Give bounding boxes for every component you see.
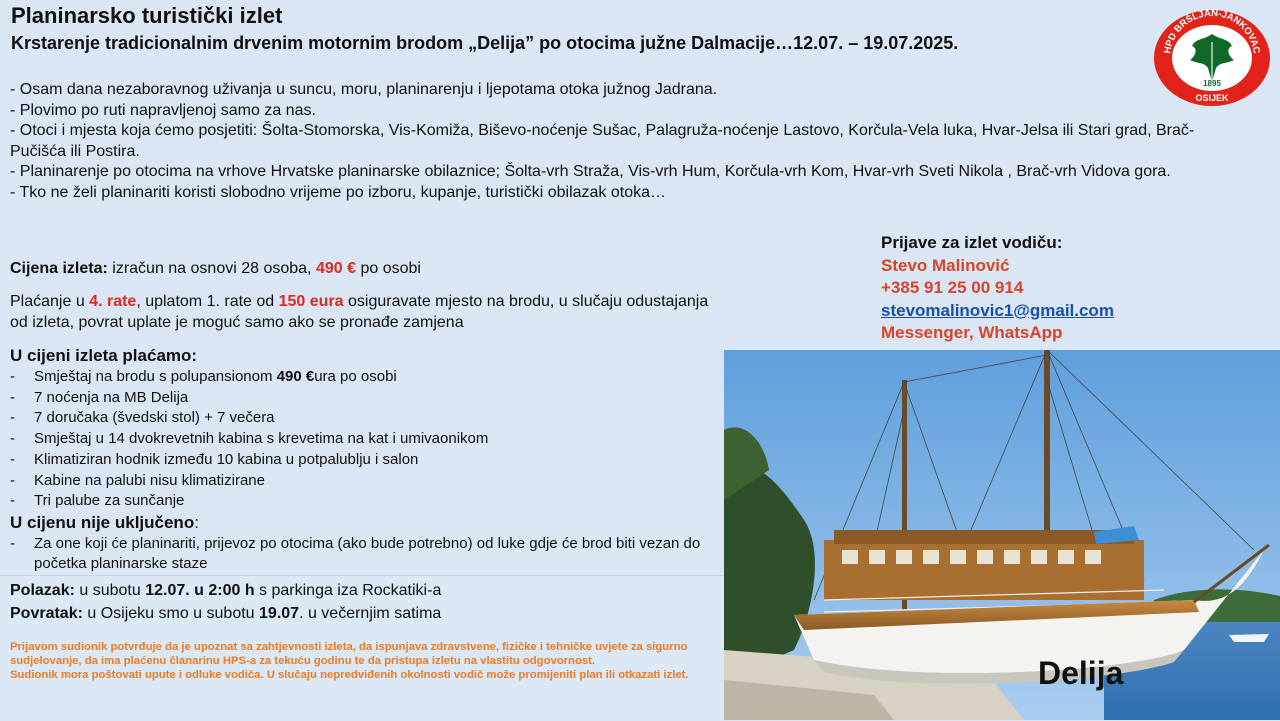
contact-email-link[interactable]: stevomalinovic1@gmail.com [881,300,1114,320]
return-line [10,602,441,625]
price-text-after: po osobi [356,260,421,277]
list-item: - Tri palube za sunčanje [10,491,715,512]
price-amount: 490 € [315,260,356,277]
included-section [10,346,715,512]
departure-block [10,579,441,625]
departure-when: 12.07. u 2:00 h [145,582,255,599]
departure-text: s parkinga iza Rockatiki-a [254,582,442,599]
list-item: - 7 doručaka (švedski stol) + 7 večera [10,408,715,429]
not-included-section [10,513,715,574]
intro-line: - Osam dana nezaboravnog uživanja u suncu, moru, planinarenju i ljepotama otoka južnog Jadrana. [10,81,718,98]
page-subtitle: Krstarenje tradicionalnim drvenim motornim brodom „Delija” po otocima južne Dalmacije…12.07. – 19.07.2025. [11,33,959,53]
logo-top-text: HPD BRŠLJAN-JANKOVAC [1162,7,1262,55]
list-item: - Klimatiziran hodnik između 10 kabina u potpalublju i salon [10,450,715,471]
intro-line: - Planinarenje po otocima na vrhove Hrvatske planinarske obilaznice; Šolta-vrh Straža, Vis-vrh Hum, Korčula-vrh Kom, Hvar-vrh Sveti Nikola , Brač-vrh Vidova gora. [10,163,1171,180]
boat-name-label: Delija [1038,655,1124,691]
intro-line: - Tko ne želi planinariti koristi slobodno vrijeme po izboru, kupanje, turistički obilazak otoka… [10,183,667,201]
contact-name: Stevo Malinović [881,255,1010,275]
payment-part: osiguravate mjesto na brodu, u slučaju odustajanja od izleta, povrat uplate je moguć samo ako se pronađe zamjena [10,293,709,331]
price-line [10,260,421,278]
return-text: u Osijeku smo u subotu [82,605,260,622]
contact-block [881,232,1114,345]
payment-part: , uplatom 1. rate od [136,293,279,310]
list-item [10,367,715,388]
payment-text [10,291,715,333]
price-label: Cijena izleta: [10,260,108,277]
disclaimer-paragraph: Prijavom sudionik potvrđuje da je upoznat sa zahtjevnosti izleta, da ispunjava zdravstvene, fizičke i tehničke uvjete za sigurno sudjelovanje, da ima plaćenu članarinu HPS-a za tekuću godinu te da pristupa izletu na vlastitu odgovornost. [10,641,688,667]
payment-first-rate: 150 eura [278,293,344,310]
return-when: 19.07 [259,605,300,622]
disclaimer [10,640,710,682]
intro-line: - Otoci i mjesta koja ćemo posjetiti: Šolta-Stomorska, Vis-Komiža, Biševo-noćenje Sušac, Palagruža-noćenje Lastovo, Korčula-Vela luka, Hvar-Jelsa ili Stari grad, Brač-Pučišća ili Postira. [10,122,1195,160]
not-included-heading: U cijenu nije uključeno [10,513,195,532]
list-item-bold: 490 € [276,368,315,385]
list-item: - Kabine na palubi nisu klimatizirane [10,471,715,492]
intro-list [10,80,1245,203]
list-item: - Smještaj u 14 dvokrevetnih kabina s krevetima na kat i umivaonikom [10,429,715,450]
price-text: izračun na osnovi 28 osoba, [107,260,316,277]
payment-rates: 4. rate [89,293,137,310]
contact-apps: Messenger, WhatsApp [881,323,1063,342]
list-item-text: Smještaj na brodu s polupansionom [34,368,277,385]
departure-label: Polazak: [10,582,75,599]
boat-illustration [724,350,1280,720]
disclaimer-paragraph: Sudionik mora poštovati upute i odluke vodiča. U slučaju nepredviđenih okolnosti vodič može promijeniti plan ili otkazati izlet. [10,669,689,681]
not-included-list [10,534,715,574]
logo-year: 1895 [1203,79,1221,88]
departure-line [10,579,441,602]
page-title: Planinarsko turistički izlet [11,3,283,28]
boat-photo [724,350,1280,720]
payment-part: Plaćanje u [10,293,90,310]
departure-text: u subotu [74,582,146,599]
included-list [10,367,715,512]
return-text: . u večernjim satima [299,605,442,622]
included-heading: U cijeni izleta plaćamo: [10,346,198,365]
list-item: - Za one koji će planinariti, prijevoz po otocima (ako bude potrebno) od luke gdje će brod biti vezan do početka planinarske staze [10,534,715,574]
contact-phone: +385 91 25 00 914 [881,278,1024,297]
list-item-text: ura po osobi [314,368,397,385]
logo-city: OSIJEK [1195,93,1229,103]
list-item: - 7 noćenja na MB Delija [10,388,715,409]
return-label: Povratak: [10,605,83,622]
heading-colon: : [194,513,199,532]
intro-line: - Plovimo po ruti napravljenoj samo za nas. [10,101,316,119]
contact-heading: Prijave za izlet vodiču: [881,233,1063,252]
